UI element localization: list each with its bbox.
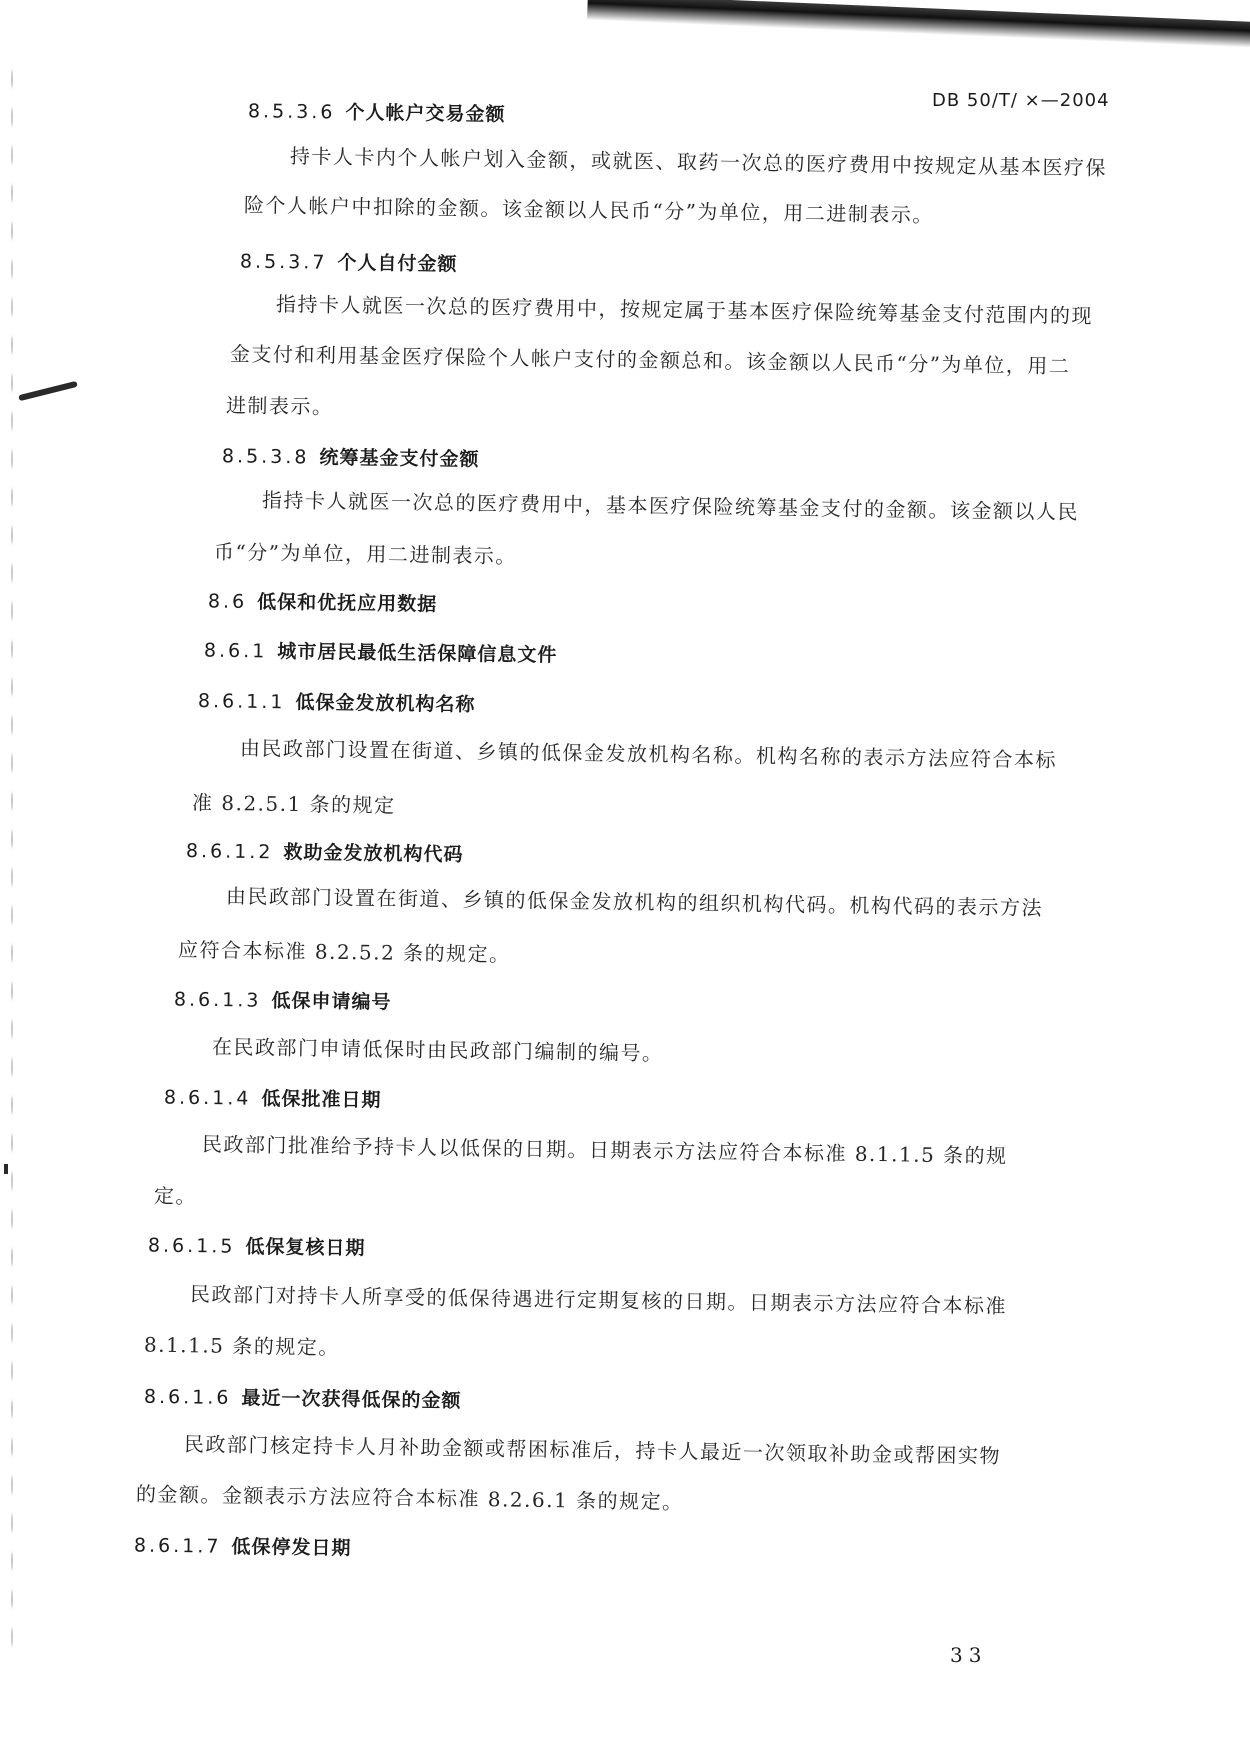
section-number: 8.6.1.5 — [147, 1234, 236, 1258]
section-title: 救助金发放机构代码 — [283, 841, 464, 866]
paragraph-line: 进制表示。 — [225, 393, 334, 419]
section-title: 低保金发放机构名称 — [295, 691, 476, 716]
section-heading — [248, 96, 506, 127]
section-heading — [198, 686, 476, 717]
section-title: 低保和优抚应用数据 — [257, 591, 438, 616]
paragraph-line: 币“分”为单位，用二进制表示。 — [213, 539, 518, 569]
paragraph-line: 准 8.2.5.1 条的规定 — [191, 790, 396, 818]
section-number: 8.6.1.7 — [133, 1534, 222, 1558]
paragraph-line: 由民政部门设置在街道、乡镇的低保金发放机构的组织机构代码。机构代码的表示方法 — [225, 883, 1044, 921]
paragraph-line: 由民政部门设置在街道、乡镇的低保金发放机构名称。机构名称的表示方法应符合本标 — [239, 735, 1058, 773]
section-number: 8.6.1.3 — [173, 988, 262, 1012]
section-number: 8.6.1.2 — [185, 840, 274, 864]
section-number: 8.6.1.4 — [163, 1086, 252, 1110]
section-heading — [204, 636, 558, 668]
section-heading — [164, 1082, 382, 1112]
paragraph-line: 金支付和利用基金医疗保险个人帐户支付的金额总和。该金额以人民币“分”为单位，用二 — [229, 341, 1071, 379]
section-heading — [134, 1530, 352, 1560]
section-number: 8.6.1.1 — [197, 690, 286, 714]
scan-speck — [18, 381, 78, 401]
paragraph-line: 险个人帐户中扣除的金额。该金额以人民币“分”为单位，用二进制表示。 — [243, 192, 935, 228]
section-title: 个人自付金额 — [337, 251, 458, 276]
paragraph-line: 在民政部门申请低保时由民政部门编制的编号。 — [211, 1034, 664, 1066]
scan-speck — [4, 1164, 8, 1174]
section-title: 低保批准日期 — [261, 1087, 382, 1112]
section-title: 统筹基金支付金额 — [319, 446, 480, 471]
scan-edge-shadow — [587, 0, 1250, 49]
paragraph-line: 应符合本标准 8.2.5.2 条的规定。 — [177, 937, 511, 967]
section-title: 低保申请编号 — [271, 989, 392, 1014]
section-number: 8.6 — [207, 590, 248, 613]
section-title: 低保停发日期 — [231, 1535, 352, 1560]
paragraph-line: 指持卡人就医一次总的医疗费用中，基本医疗保险统筹基金支付的金额。该金额以人民 — [261, 487, 1080, 525]
section-heading — [148, 1230, 366, 1260]
section-heading — [240, 246, 458, 276]
paragraph-line: 持卡人卡内个人帐户划入金额，或就医、取药一次总的医疗费用中按规定从基本医疗保 — [289, 143, 1108, 181]
page-number: 33 — [950, 1643, 988, 1667]
section-number: 8.5.3.7 — [239, 250, 328, 274]
section-heading — [144, 1382, 462, 1413]
section-title: 个人帐户交易金额 — [345, 101, 506, 126]
section-number: 8.5.3.6 — [247, 100, 336, 124]
paragraph-line: 民政部门对持卡人所享受的低保待遇进行定期复核的日期。日期表示方法应符合本标准 — [189, 1281, 1008, 1319]
section-heading — [208, 586, 438, 616]
paragraph-line: 民政部门核定持卡人月补助金额或帮困标准后，持卡人最近一次领取补助金或帮困实物 — [183, 1431, 1002, 1469]
paragraph-line: 的金额。金额表示方法应符合本标准 8.2.6.1 条的规定。 — [135, 1481, 684, 1515]
standard-code: DB 50/T/ ×—2004 — [932, 90, 1110, 111]
section-title: 低保复核日期 — [245, 1235, 366, 1260]
section-number: 8.6.1.6 — [143, 1385, 232, 1410]
paragraph-line: 民政部门批准给予持卡人以低保的日期。日期表示方法应符合本标准 8.1.1.5 条的规 — [201, 1132, 1008, 1168]
section-heading — [186, 836, 464, 867]
section-title: 最近一次获得低保的金额 — [241, 1387, 462, 1413]
section-number: 8.5.3.8 — [221, 445, 310, 469]
paragraph-line: 8.1.1.5 条的规定。 — [143, 1332, 340, 1360]
section-title: 城市居民最低生活保障信息文件 — [277, 640, 558, 667]
paragraph-line: 定。 — [153, 1183, 198, 1209]
section-number: 8.6.1 — [203, 639, 268, 663]
section-heading — [174, 984, 392, 1014]
scan-margin-specks — [10, 60, 14, 1660]
section-heading — [222, 441, 480, 472]
paragraph-line: 指持卡人就医一次总的医疗费用中，按规定属于基本医疗保险统筹基金支付范围内的现 — [275, 291, 1094, 329]
